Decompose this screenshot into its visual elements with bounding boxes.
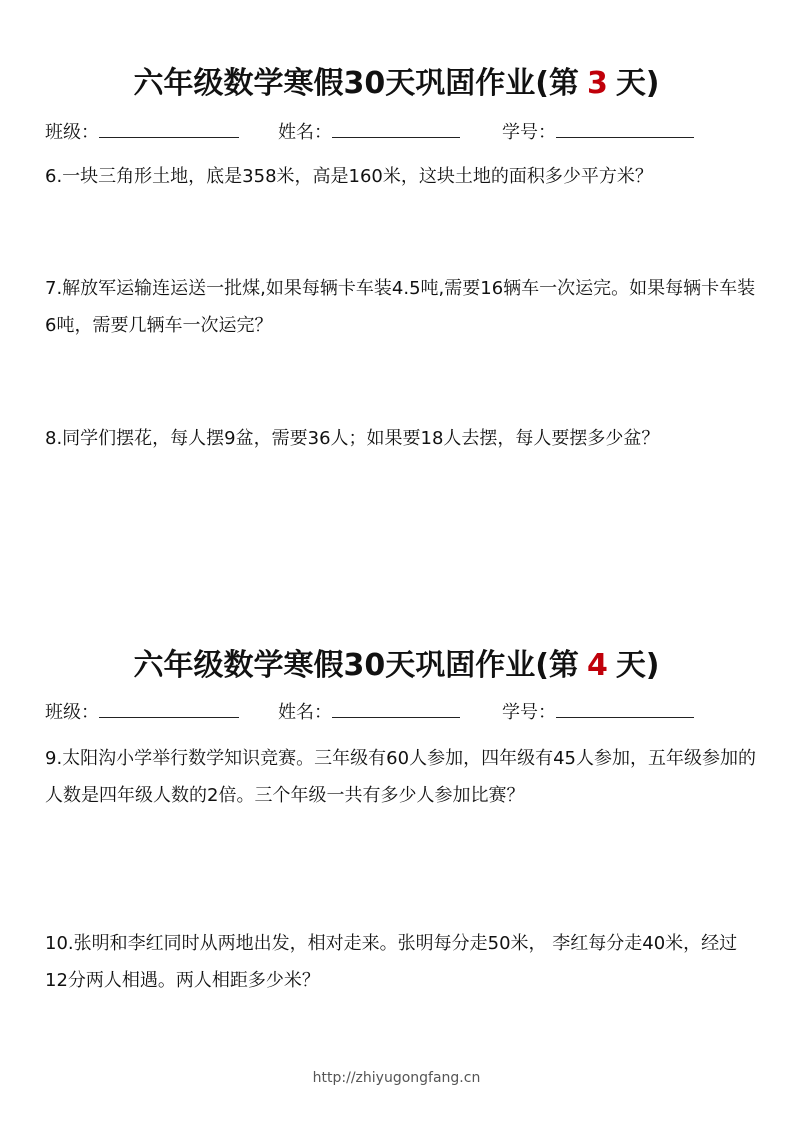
question-10: 10.张明和李红同时从两地出发，相对走来。张明每分走50米， 李红每分走40米，经过12分两人相遇。两人相距多少米？ (45, 933, 738, 991)
name-blank[interactable] (332, 699, 460, 718)
name-label: 姓名： (278, 702, 332, 723)
worksheet-title-day-4 (0, 640, 793, 684)
student-id-blank[interactable] (556, 699, 694, 718)
footer-url[interactable]: http://zhiyugongfang.cn (312, 1070, 481, 1086)
worksheet-title-day-3 (0, 58, 793, 102)
class-blank[interactable] (99, 699, 239, 718)
title-suffix: 天) (615, 648, 660, 683)
title-prefix: 六年级数学寒假30天巩固作业(第 (133, 648, 579, 683)
class-label: 班级： (45, 702, 99, 723)
student-id-field (502, 118, 694, 144)
class-field (45, 118, 239, 144)
name-field (278, 118, 460, 144)
question-8: 8.同学们摆花，每人摆9盆，需要36人；如果要18人去摆，每人要摆多少盆？ (45, 428, 660, 449)
class-label: 班级： (45, 122, 99, 143)
class-field (45, 698, 239, 724)
name-label: 姓名： (278, 122, 332, 143)
title-prefix: 六年级数学寒假30天巩固作业(第 (133, 66, 579, 101)
student-info-row (45, 118, 765, 144)
student-info-row (45, 698, 765, 724)
question-7: 7.解放军运输连运送一批煤,如果每辆卡车装4.5吨,需要16辆车一次运完。如果每辆卡车装6吨，需要几辆车一次运完？ (45, 278, 756, 336)
student-id-label: 学号： (502, 702, 556, 723)
student-id-blank[interactable] (556, 119, 694, 138)
day-number: 3 (586, 66, 608, 101)
name-blank[interactable] (332, 119, 460, 138)
title-suffix: 天) (615, 66, 660, 101)
student-id-field (502, 698, 694, 724)
class-blank[interactable] (99, 119, 239, 138)
student-id-label: 学号： (502, 122, 556, 143)
name-field (278, 698, 460, 724)
day-number: 4 (586, 648, 608, 683)
question-9: 9.太阳沟小学举行数学知识竞赛。三年级有60人参加，四年级有45人参加，五年级参加的人数是四年级人数的2倍。三个年级一共有多少人参加比赛？ (45, 748, 756, 806)
question-6: 6.一块三角形土地，底是358米，高是160米，这块土地的面积多少平方米？ (45, 166, 653, 187)
